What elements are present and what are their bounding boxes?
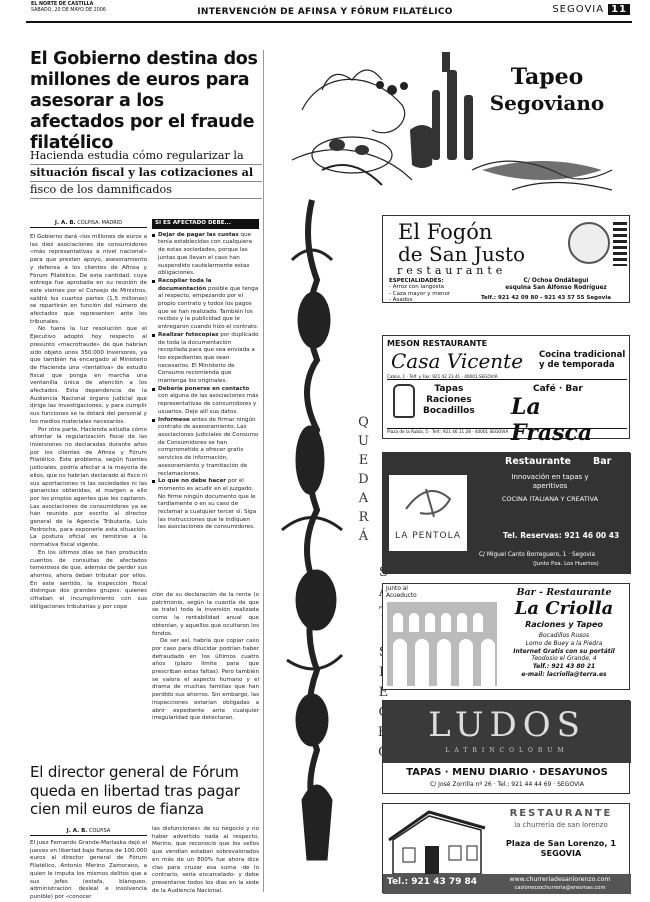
advice-lead: Lo que no debe hacer [158,478,227,485]
vertical-word: QUEDARÁ [356,415,371,548]
fogon-spec-item: - Caza mayor y menor [389,290,451,297]
advice-text: por duplicado de toda la documentación recopilada para que sea enviada a los expedientes que sean necesarios. El Ministerio de Consumo recomienda que mantenga los originales. [158,331,259,385]
criolla-line: Internet Gratis con su portátil [513,647,615,655]
vicente-address: Cabos, 1 · Telf. y Fax: 921 42 23 41 · 40001 SEGOVIA [387,374,627,380]
newspaper-name: EL NORTE DE CASTILLA [31,2,94,7]
paragraph: De ser así, habría que copiar caso por caso para dilucidar podrían haber defraudado en los últimos cuatro años (plazo límite para que prescriban estas faltas). Pero también se valora el aspecto humano y el drama de muchas familias que han perdido sus ahorros. Sin embargo, las inspecciones estarían obligadas a abrir expediente ante cualquier irregularidad que detectaran. [152,638,259,722]
advice-lead: Realizar fotocopias [158,331,219,338]
main-headline: El Gobierno destina dos millones de euros para asesorar a los afectados por el fraude filatélico [30,49,258,153]
fogon-address-line: esquina San Alfonso Rodríguez [505,285,607,291]
subline-3: fisco de los damnificados [30,182,262,199]
churreria-web[interactable]: www.churreriadesanlorenzo.com [509,876,611,883]
vicente-tapas-item: Raciones [426,395,472,405]
section-title: INTERVENCIÓN DE AFINSA Y FÓRUM FILATÉLICO [197,7,453,17]
frasca-cafe: Café · Bar [533,384,583,394]
advice-box [152,219,259,532]
fogon-phone: Telf.: 921 42 09 80 - 921 43 57 55 Segovia [481,295,611,301]
fogon-spec-title: ESPECIALIDADES: [389,278,444,284]
second-headline: El director general de Fórum queda en libertad tras pagar cien mil euros de fianza [30,763,240,818]
vicente-tapas [423,384,475,417]
jug-icon [393,384,415,418]
vicente-top: MESON RESTAURANTE [387,339,488,348]
criolla-top: Bar - Restaurante [516,587,612,598]
churreria-address [495,838,627,858]
ad-la-criolla[interactable] [382,583,630,690]
city-name: SEGOVIA [552,4,605,15]
pentola-kind1: Restaurante [505,456,571,467]
advice-box-title: SI ES AFECTADO DEBE... [152,219,259,229]
fogon-spec-list [389,284,450,304]
vertical-text-quedara [355,415,371,548]
advice-lead: Debería ponerse en contacto [158,385,250,392]
advice-text: por el momento es acudir en el juzgado. No firme ningún documento que le tardíamente o en su caso de reclamar a cualquier tercer si. Siga las instrucciones que le indiquen las asociaciones de consumidores. [158,478,257,531]
house-illustration-icon [389,810,485,876]
byline-place: COLPISA [88,828,111,834]
pentola-kind2: Bar [593,456,612,467]
advice-item [152,478,259,532]
pentola-line: COCINA ITALIANA Y CREATIVA [501,495,599,503]
main-subheadline [30,148,262,199]
city-label [552,4,630,15]
main-body-col2 [152,592,259,752]
vicente-slogan-line: y de temporada [539,360,615,370]
pentola-lines [475,473,625,504]
fogon-title2: de San Justo [398,242,526,266]
page-header [0,0,650,22]
vicente-slogan-line: Cocina tradicional [539,350,626,360]
churreria-name: la churrería de san lorenzo [514,821,608,829]
churreria-address-line: SEGOVIA [540,848,582,858]
pentola-logo-icon [398,479,458,519]
frasca-address: Plaza de la Rubia, 5 · Telf.: 921 46 11 28 · 40001 SEGOVIA [387,428,627,434]
issue-date: SÁBADO, 20 DE MAYO DE 2006 [31,8,106,13]
paragraph: El Gobierno dará «los millones de euros a las diez asociaciones de consumidores «más representativas a nivel nacional» para que presten apoyo, asesoramiento y defensa a los clientes de Afinsa y Fórum Filatélico. De esta cantidad, cuya entrega fue aprobada en su reunión de este viernes por el Consejo de Ministros, saldrá los cuartos partes (1,5 millones) se repartirán en función del número de afectados que representen ante los tribunales. [30,234,147,325]
subline-1: Hacienda estudia cómo regularizar la [30,148,262,165]
ad-casa-vicente[interactable] [382,335,630,446]
pentola-note: (Junto Pza. Los Huertos) [533,561,599,567]
advice-text: posible que tenga al respecto, empezando por el propio contrato y todos los pagos que se han realizado. También los recibos y la publicidad que le entregaron cuando hizo el contrato. [158,285,259,331]
second-body-col2: las disfunciones» de su negocio y no haber advertido nada al respecto. Merino, que reconoció que los sellos que vendían estaban sobrevalorados en más de un 800% fue ahora dice clas para cruzar esa suma -de lo contrario, sería encarcelado- y debe presentarse todos los días en la sede de la Audiencia Nacional. [152,826,259,894]
decorative-ornament [272,200,360,880]
fogon-spec-item: - Asados [389,297,413,303]
ad-ludos[interactable] [382,700,630,794]
advice-lead: Recopilar toda la documentación [158,277,212,292]
fogon-title: El Fogón [398,220,493,244]
header-rule [26,21,632,23]
pentola-line: aperitivos [532,482,568,490]
churreria-address-line: Plaza de San Lorenzo, 1 [505,838,617,848]
pentola-line: Innovación en tapas y [511,473,589,481]
advice-lead: Dejar de pagar las cuotas [158,231,239,238]
ad-el-fogon[interactable] [382,215,630,303]
advice-item [152,232,259,278]
advice-item [152,332,259,386]
criolla-tag-line: Junto al [386,586,408,592]
byline-author: J. A. B. [54,220,76,226]
criolla-line: Telf.: 921 43 80 21 [532,663,596,671]
vicente-slogan [539,350,625,370]
tapeo-illustration [292,50,632,200]
paragraph: No fuera la luz resolución que el Ejecutivo adoptó hoy respecto al presunto «macrofraude» de que habrían sido objeto unos 350.000 inversores, ya que también ha encargado al Ministerio de Hacienda una «tentativa» de estudio fiscal que ponga en marcha una ventanilla única de atención a los afectados. Esta dependencia de la Audiencia Nacional órgano judicial que dirige las investigaciones, y para cumplir sus funciones se la dotará del personal y los medios materiales necesarios. [30,326,147,425]
ludos-sub: LATRINCOLORUM [445,747,569,754]
ludos-line2: C/ José Zorrilla nº 26 · Tel.: 921 44 44 69 · SEGOVIA [430,781,584,788]
criolla-tag-line: Acueducto [386,593,417,599]
advice-item [152,386,259,417]
byline-place: COLPISA. MADRID [77,220,123,226]
fogon-spec-item: - Arroz con langosta [389,284,445,290]
churreria-email[interactable]: casloreozochurreria@eresmas.com [514,885,606,891]
flags-icon [613,222,627,266]
ludos-line1: TAPAS · MENU DIARIO · DESAYUNOS [406,767,608,778]
vicente-tapas-item: Bocadillos [423,406,475,416]
vicente-tapas-item: Tapas [434,384,464,394]
criolla-line: e-mail: lacriolla@terra.es [521,670,607,678]
advice-text: con alguna de las asociaciones más representativas de consumidores y usuarios. Deje allí sus datos. [158,393,259,415]
ad-churreria[interactable] [382,803,630,893]
main-body-col1 [30,234,147,749]
pentola-reservas: Tel. Reservas: 921 46 00 43 [503,531,620,540]
tapeo-subtitle: Segoviano [489,91,605,115]
ad-la-pentola[interactable] [382,452,630,573]
second-body-col1: El juez Fernando Grande-Marlaska dejó el jueves en libertad bajo fianza de 100.000 euros al director general de Fórum Filatélico, Antonio Merino Zamorano, a quien le imputa los mismos delitos que a sus jefes (estafa, blanqueo, administración desleal e insolvencia punible) por «conocer [30,840,147,900]
aqueduct-icon [387,602,497,686]
paragraph: ción de su declaración de la renta (o patrimonio, según la cuantía de que se trate) toda la inversión realizada como la rentabilidad anual que obtenían, y aquellos que ocultaron los fondos. [152,592,259,637]
fogon-logo-icon [568,222,610,264]
criolla-line: Bocadillos Rusos [538,632,590,639]
subline-2: situación fiscal y las cotizaciones al [30,165,262,182]
ludos-name: LUDOS [428,705,586,745]
tapeo-title: Tapeo [510,64,584,90]
page-number: 11 [608,4,630,15]
advice-text: antes de firmar ningún contrato de asesoramiento. Las asociaciones judiciales de Consumo de Consumidores se han comprometido a ofrecer gratis servicios de información, asesoramiento y tramitación de reclamaciones. [158,416,259,477]
advice-text: que tenía establecidas con cualquiera de estas sociedades, porque las juntas que llevan el caso han suspendido cautelarmente estas obligaciones. [158,231,253,277]
criolla-line: Lomo de Buey a la Piedra [525,639,603,647]
pentola-name: LA PENTOLA [394,531,462,541]
pentola-address: C/ Miguel Canto Borreguero, 1 · Segovia [479,552,596,558]
criolla-name: La Criolla [514,598,614,619]
advice-lead: Informese [158,416,190,423]
column-rule [263,50,264,892]
fogon-address [483,278,629,292]
advice-item [152,278,259,332]
frasca-name: La Frasca [511,394,593,446]
criolla-sub: Raciones y Tapeo [525,620,603,629]
churreria-phone: Tel.: 921 43 79 84 [387,877,478,887]
main-byline [30,220,147,228]
byline-author: J. A. B. [66,828,88,834]
fogon-kind: restaurante [397,264,507,277]
fogon-address-line: C/ Ochoa Ondátegui [523,278,589,284]
advice-item [152,417,259,479]
churreria-top: RESTAURANTE [509,808,613,819]
paragraph: En los últimos días se han producido cuentos de consultas de afectados temerosos de que, además de perder sus ahorros, ahora deban tributar por ellos. En este sentido, la inspección fiscal distingue dos grandes grupos: quienes cifraban el incumplimiento con sus obligaciones tributarias y por cope [30,549,147,610]
vicente-name: Casa Vicente [391,349,524,373]
second-byline [30,828,147,836]
criolla-line: Teodosio el Grande, 4 [531,655,597,663]
criolla-tag [386,586,417,600]
paragraph: Por otra parte, Hacienda estudia cómo afrontar la regularización fiscal de las inversiones no declaradas durante años por los clientes de Afinsa y Fórum Filatélico. Este problema, según fuentes judiciales, podría afectar a la mayoría de ellos, que no habrían declarado al fisco ni sus aportaciones ni las sociedades ni las ganancias obtenidas, al margen a ello por los propios agentes que les captaron. Las asociaciones de consumidores ya se han reunido por escrito al director general de la Agencia Tributaria, Luis Pedroche, para exponerle esta situación. La postura oficial es remitirse a la normativa fiscal vigente. [30,426,147,549]
criolla-lines [501,632,627,679]
